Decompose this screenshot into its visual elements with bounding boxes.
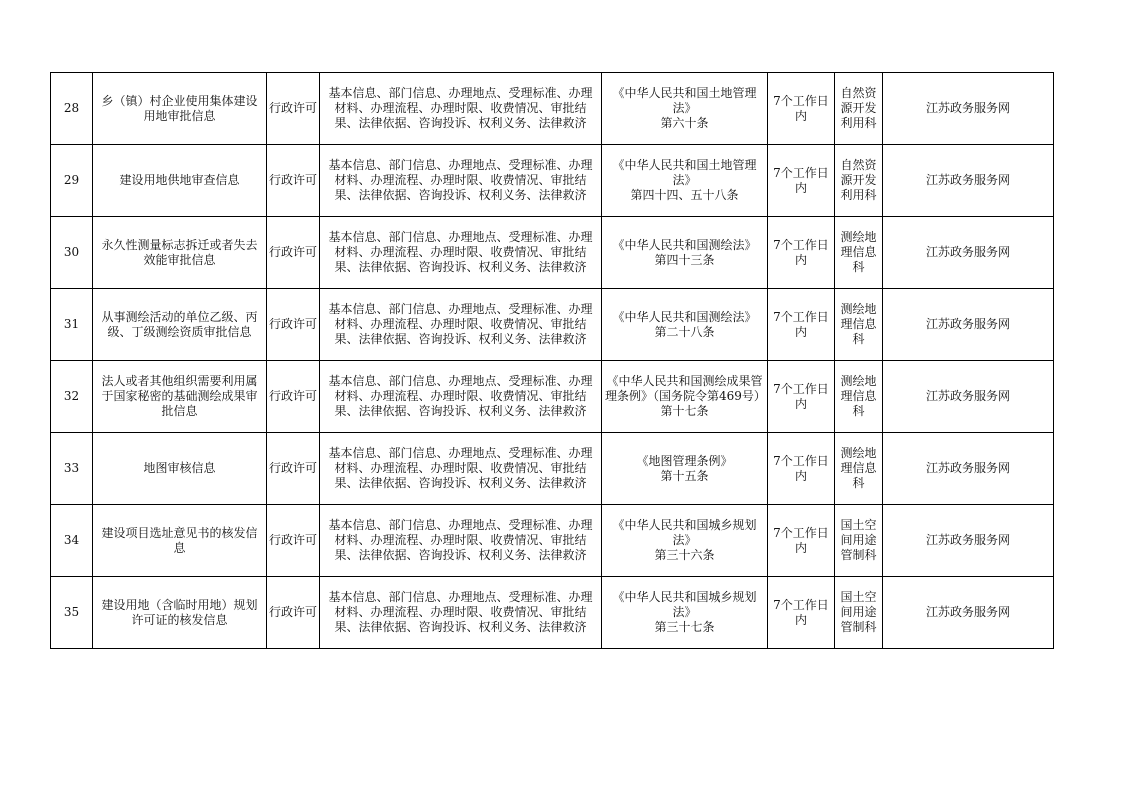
row-number-cell: 35 [51, 577, 93, 649]
table-row [51, 433, 1054, 505]
table-row [51, 289, 1054, 361]
time-limit-cell: 7个工作日内 [768, 289, 835, 361]
department-cell: 测绘地理信息科 [835, 217, 883, 289]
legal-basis-line: 《中华人民共和国城乡规划法》 [612, 590, 757, 619]
row-number-cell: 32 [51, 361, 93, 433]
time-limit-cell: 7个工作日内 [768, 505, 835, 577]
disclosure-table [50, 72, 1054, 649]
item-type-cell: 行政许可 [267, 433, 320, 505]
disclosure-content-cell: 基本信息、部门信息、办理地点、受理标准、办理材料、办理流程、办理时限、收费情况、审批结果、法律依据、咨询投诉、权利义务、法律救济 [320, 361, 602, 433]
disclosure-content-cell: 基本信息、部门信息、办理地点、受理标准、办理材料、办理流程、办理时限、收费情况、审批结果、法律依据、咨询投诉、权利义务、法律救济 [320, 217, 602, 289]
table-row [51, 145, 1054, 217]
legal-basis-line: 第六十条 [660, 116, 709, 130]
item-type-cell: 行政许可 [267, 361, 320, 433]
item-type-cell: 行政许可 [267, 289, 320, 361]
item-type-cell: 行政许可 [267, 217, 320, 289]
department-cell: 国土空间用途管制科 [835, 577, 883, 649]
department-cell: 自然资源开发利用科 [835, 145, 883, 217]
table-row [51, 505, 1054, 577]
legal-basis-line: 第三十七条 [654, 620, 715, 634]
time-limit-cell: 7个工作日内 [768, 433, 835, 505]
item-type-cell: 行政许可 [267, 577, 320, 649]
item-name-cell: 永久性测量标志拆迁或者失去效能审批信息 [93, 217, 267, 289]
disclosure-content-cell: 基本信息、部门信息、办理地点、受理标准、办理材料、办理流程、办理时限、收费情况、审批结果、法律依据、咨询投诉、权利义务、法律救济 [320, 577, 602, 649]
item-type-cell: 行政许可 [267, 145, 320, 217]
table-row [51, 361, 1054, 433]
table-row [51, 217, 1054, 289]
item-name-cell: 地图审核信息 [93, 433, 267, 505]
row-number-cell: 28 [51, 73, 93, 145]
item-type-cell: 行政许可 [267, 505, 320, 577]
disclosure-content-cell: 基本信息、部门信息、办理地点、受理标准、办理材料、办理流程、办理时限、收费情况、审批结果、法律依据、咨询投诉、权利义务、法律救济 [320, 145, 602, 217]
channel-cell: 江苏政务服务网 [883, 73, 1054, 145]
legal-basis-line: 《中华人民共和国测绘法》 [612, 237, 757, 252]
legal-basis-line: 第四十三条 [654, 252, 715, 267]
disclosure-content-cell: 基本信息、部门信息、办理地点、受理标准、办理材料、办理流程、办理时限、收费情况、审批结果、法律依据、咨询投诉、权利义务、法律救济 [320, 433, 602, 505]
department-cell: 测绘地理信息科 [835, 433, 883, 505]
item-name-cell: 建设用地（含临时用地）规划许可证的核发信息 [93, 577, 267, 649]
table-row [51, 577, 1054, 649]
channel-cell: 江苏政务服务网 [883, 433, 1054, 505]
legal-basis-line: 第二十八条 [654, 324, 715, 339]
item-name-cell: 建设项目选址意见书的核发信息 [93, 505, 267, 577]
time-limit-cell: 7个工作日内 [768, 217, 835, 289]
row-number-cell: 29 [51, 145, 93, 217]
item-name-cell: 从事测绘活动的单位乙级、丙级、丁级测绘资质审批信息 [93, 289, 267, 361]
legal-basis-cell [602, 289, 768, 361]
legal-basis-cell [602, 73, 768, 145]
row-number-cell: 31 [51, 289, 93, 361]
legal-basis-cell [602, 505, 768, 577]
disclosure-content-cell: 基本信息、部门信息、办理地点、受理标准、办理材料、办理流程、办理时限、收费情况、审批结果、法律依据、咨询投诉、权利义务、法律救济 [320, 289, 602, 361]
time-limit-cell: 7个工作日内 [768, 145, 835, 217]
item-name-cell: 建设用地供地审查信息 [93, 145, 267, 217]
row-number-cell: 30 [51, 217, 93, 289]
channel-cell: 江苏政务服务网 [883, 145, 1054, 217]
department-cell: 测绘地理信息科 [835, 289, 883, 361]
legal-basis-line: 第十七条 [660, 404, 709, 418]
channel-cell: 江苏政务服务网 [883, 217, 1054, 289]
department-cell: 测绘地理信息科 [835, 361, 883, 433]
legal-basis-line: 《中华人民共和国测绘法》 [612, 309, 757, 324]
department-cell: 自然资源开发利用科 [835, 73, 883, 145]
legal-basis-line: 第十五条 [660, 468, 709, 483]
legal-basis-cell [602, 217, 768, 289]
legal-basis-cell [602, 433, 768, 505]
row-number-cell: 33 [51, 433, 93, 505]
item-name-cell: 乡（镇）村企业使用集体建设用地审批信息 [93, 73, 267, 145]
legal-basis-line: 《中华人民共和国土地管理法》 [612, 158, 757, 187]
legal-basis-line: 《中华人民共和国城乡规划法》 [612, 518, 757, 547]
time-limit-cell: 7个工作日内 [768, 577, 835, 649]
legal-basis-cell [602, 361, 768, 433]
item-type-cell: 行政许可 [267, 73, 320, 145]
legal-basis-cell [602, 145, 768, 217]
item-name-cell: 法人或者其他组织需要利用属于国家秘密的基础测绘成果审批信息 [93, 361, 267, 433]
time-limit-cell: 7个工作日内 [768, 361, 835, 433]
time-limit-cell: 7个工作日内 [768, 73, 835, 145]
department-cell: 国土空间用途管制科 [835, 505, 883, 577]
channel-cell: 江苏政务服务网 [883, 361, 1054, 433]
channel-cell: 江苏政务服务网 [883, 577, 1054, 649]
legal-basis-line: 《地图管理条例》 [636, 453, 733, 468]
legal-basis-cell [602, 577, 768, 649]
legal-basis-line: 第三十六条 [654, 548, 715, 562]
disclosure-content-cell: 基本信息、部门信息、办理地点、受理标准、办理材料、办理流程、办理时限、收费情况、审批结果、法律依据、咨询投诉、权利义务、法律救济 [320, 505, 602, 577]
channel-cell: 江苏政务服务网 [883, 289, 1054, 361]
legal-basis-line: 第四十四、五十八条 [630, 188, 739, 202]
legal-basis-line: 《中华人民共和国土地管理法》 [612, 86, 757, 115]
row-number-cell: 34 [51, 505, 93, 577]
table-row [51, 73, 1054, 145]
legal-basis-line: 《中华人民共和国测绘成果管理条例》（国务院令第469号） [605, 374, 766, 403]
table-body [51, 73, 1054, 649]
disclosure-content-cell: 基本信息、部门信息、办理地点、受理标准、办理材料、办理流程、办理时限、收费情况、审批结果、法律依据、咨询投诉、权利义务、法律救济 [320, 73, 602, 145]
channel-cell: 江苏政务服务网 [883, 505, 1054, 577]
